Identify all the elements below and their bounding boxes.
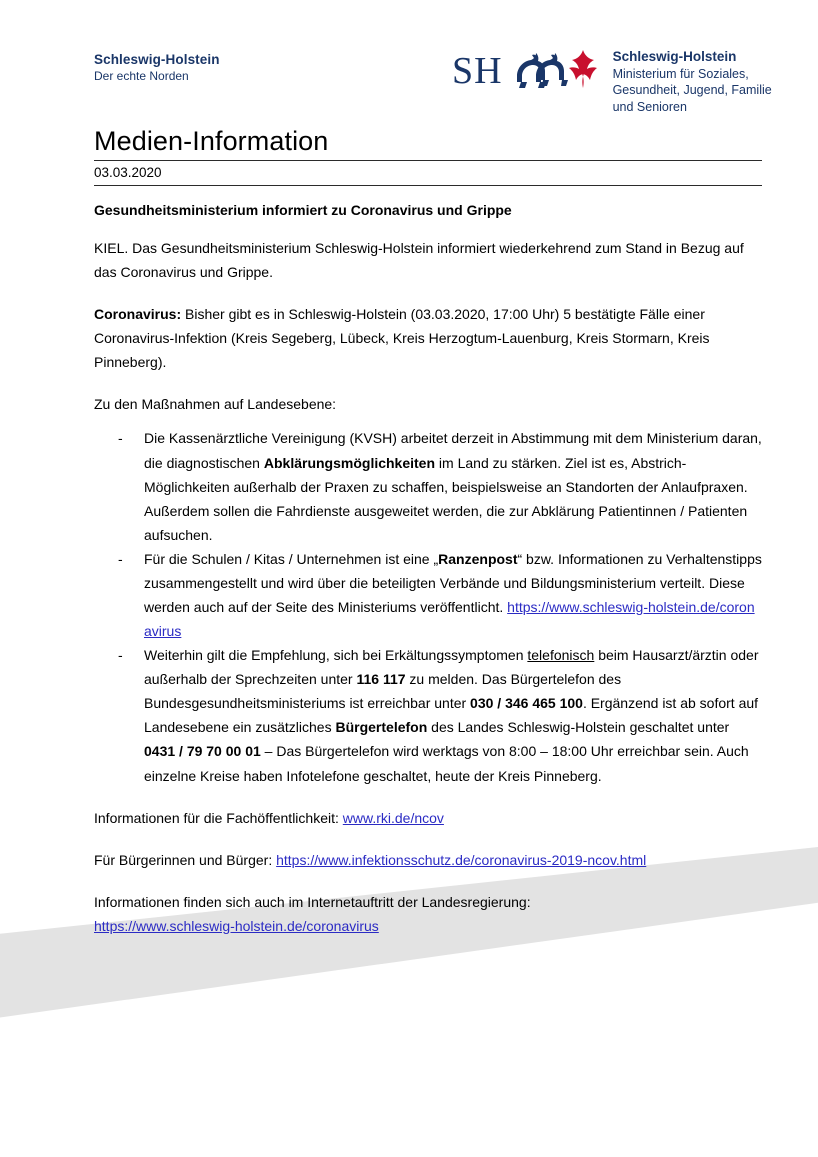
ministry-line-2: Gesundheit, Jugend, Familie	[612, 83, 772, 98]
measure-2-part2: “ bzw. Informationen zu Verhaltenstipps zusammengestellt und wird über die beteiligten Verbände und Bildungsministerium verteilt. Diese werden auch auf der Seite des Ministeriums veröffentlicht.	[144, 550, 762, 616]
measure-3-part5: des Landes Schleswig-Holstein geschaltet unter	[427, 719, 730, 736]
buergerinnen-line	[94, 848, 762, 872]
fachoeffentlichkeit-line	[94, 806, 762, 830]
buergertelefon-label: Bürgertelefon	[335, 719, 428, 736]
state-logo-title: Schleswig-Holstein	[94, 52, 220, 67]
page-title: Medien-Information	[94, 126, 329, 156]
bullet-dash-icon: -	[118, 430, 123, 447]
measure-1-part1: Die Kassenärztliche Vereinigung (KVSH) arbeitet derzeit in Abstimmung mit dem Ministerium daran, die diagnostischen	[144, 430, 762, 471]
measure-2-bold1: Ranzenpost	[438, 550, 518, 567]
measure-3-part1: Weiterhin gilt die Empfehlung, sich bei Erkältungssymptomen	[144, 647, 528, 664]
coronavirus-label: Coronavirus:	[94, 306, 182, 323]
fachoeffentlichkeit-label: Informationen für die Fachöffentlichkeit:	[94, 809, 343, 826]
ministry-name	[613, 44, 772, 115]
landesregierung-label: Informationen finden sich auch im Internetauftritt der Landesregierung:	[94, 893, 531, 910]
ministry-line-3: und Senioren	[612, 99, 687, 114]
measure-3-part2: beim Hausarzt/ärztin oder außerhalb der Sprechzeiten unter	[144, 647, 759, 688]
document-header	[0, 0, 818, 112]
hotline-bund: 030 / 346 465 100	[470, 695, 583, 712]
coronavirus-paragraph	[94, 302, 762, 374]
document-body	[94, 126, 762, 938]
bullet-dash-icon: -	[118, 647, 123, 664]
landesregierung-link[interactable]: https://www.schleswig-holstein.de/coronavirus	[94, 917, 379, 934]
document-subheading: Gesundheitsministerium informiert zu Coronavirus und Grippe	[94, 202, 512, 218]
infektionsschutz-link[interactable]: https://www.infektionsschutz.de/coronavirus-2019-ncov.html	[276, 851, 647, 868]
measures-intro: Zu den Maßnahmen auf Landesebene:	[94, 396, 337, 413]
measure-3-underline1: telefonisch	[527, 647, 595, 664]
measure-3-part6: – Das Bürgertelefon wird werktags von 8:00 – 18:00 Uhr erreichbar sein. Auch einzelne Kreise haben Infotelefone geschaltet, heute der Kreis Pinneberg.	[144, 743, 749, 784]
document-date: 03.03.2020	[94, 165, 162, 180]
coronavirus-page-link[interactable]: https://www.schleswig-holstein.de/coronavirus	[144, 599, 755, 640]
intro-paragraph: KIEL. Das Gesundheitsministerium Schleswig-Holstein informiert wiederkehrend zum Stand in Bezug auf das Coronavirus und Grippe.	[94, 240, 744, 281]
measure-3-part4: . Ergänzend ist ab sofort auf Landesebene ein zusätzliches	[144, 695, 759, 736]
list-item	[94, 426, 762, 546]
sh-monogram: SH	[452, 50, 503, 92]
rki-link[interactable]: www.rki.de/ncov	[342, 809, 444, 826]
ministry-state-line: Schleswig-Holstein	[612, 49, 737, 64]
measures-list	[94, 426, 762, 787]
coat-of-arms-icon	[513, 46, 599, 99]
hotline-land: 0431 / 79 70 00 01	[144, 743, 261, 760]
buergerinnen-label: Für Bürgerinnen und Bürger:	[94, 851, 277, 868]
state-logo-left	[94, 52, 220, 84]
state-logo-slogan: Der echte Norden	[94, 68, 189, 83]
measure-3-part3: zu melden. Das Bürgertelefon des Bundesgesundheitsministeriums ist erreichbar unter	[144, 671, 622, 712]
list-item	[94, 547, 762, 643]
bullet-dash-icon: -	[118, 550, 123, 567]
measure-1-part2: im Land zu stärken. Ziel ist es, Abstrich-Möglichkeiten außerhalb der Praxen zu schaffen, beispielsweise an Standorten der Anlaufpraxen. Außerdem sollen die Fahrdienste ausgeweitet werden, die zur Abklärung Patientinnen / Patienten aufsuchen.	[144, 454, 748, 543]
title-divider-bottom	[94, 185, 762, 186]
coronavirus-text: Bisher gibt es in Schleswig-Holstein (03.03.2020, 17:00 Uhr) 5 bestätigte Fälle einer Coronavirus-Infektion (Kreis Segeberg, Lübeck, Kreis Herzogtum-Lauenburg, Kreis Stormarn, Kreis Pinneberg).	[94, 306, 710, 371]
measure-1-bold1: Abklärungsmöglichkeiten	[263, 454, 436, 471]
landesregierung-line	[94, 890, 762, 938]
ministry-line-1: Ministerium für Soziales,	[612, 66, 749, 81]
list-item	[94, 643, 762, 787]
measure-2-part1: Für die Schulen / Kitas / Unternehmen ist eine „	[144, 550, 439, 567]
ministry-logo	[452, 44, 772, 115]
hotline-116117: 116 117	[356, 671, 406, 688]
